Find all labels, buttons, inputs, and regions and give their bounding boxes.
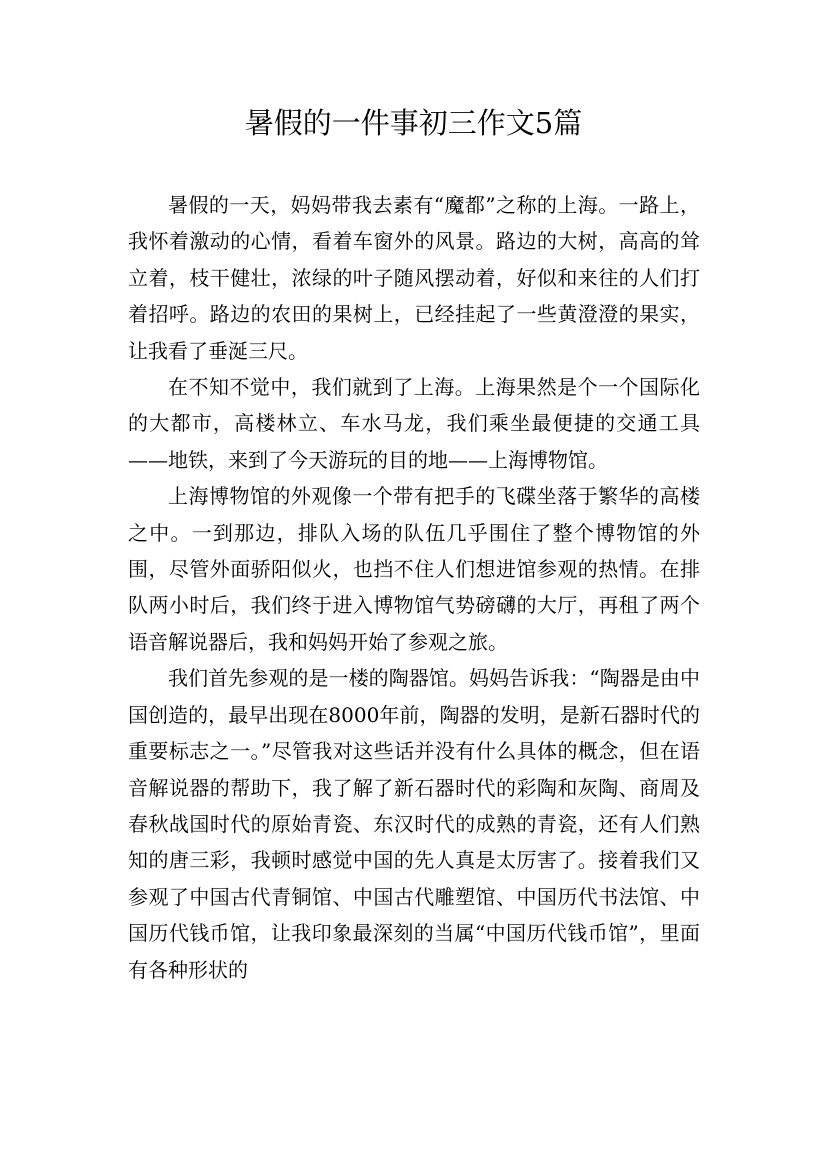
document-title: 暑假的一件事初三作文5篇: [244, 106, 583, 140]
paragraph-4: 我们首先参观的是一楼的陶器馆。妈妈告诉我：“陶器是由中国创造的，最早出现在8000年前，陶器的发明，是新石器时代的重要标志之一。”尽管我对这些话并没有什么具体的概念，但在语音解说器的帮助下，我了解了新石器时代的彩陶和灰陶、商周及春秋战国时代的原始青瓷、东汉时代的成熟的青瓷，还有人们熟知的唐三彩，我顿时感觉中国的先人真是太厉害了。接着我们又参观了中国古代青铜馆、中国古代雕塑馆、中国历代书法馆、中国历代钱币馆，让我印象最深刻的当属“中国历代钱币馆”，里面有各种形状的: [128, 666, 700, 982]
paragraph-2: 在不知不觉中，我们就到了上海。上海果然是个一个国际化的大都市，高楼林立、车水马龙，我们乘坐最便捷的交通工具——地铁，来到了今天游玩的目的地——上海博物馆。: [128, 375, 700, 472]
paragraph-3: 上海博物馆的外观像一个带有把手的飞碟坐落于繁华的高楼之中。一到那边，排队入场的队伍几乎围住了整个博物馆的外围，尽管外面骄阳似火，也挡不住人们想进馆参观的热情。在排队两小时后，我们终于进入博物馆气势磅礴的大厅，再租了两个语音解说器后，我和妈妈开始了参观之旅。: [128, 484, 700, 654]
document-body: [128, 187, 700, 988]
paragraph-1: 暑假的一天，妈妈带我去素有“魔都”之称的上海。一路上，我怀着激动的心情，看着车窗外的风景。路边的大树，高高的耸立着，枝干健壮，浓绿的叶子随风摆动着，好似和来往的人们打着招呼。路边的农田的果树上，已经挂起了一些黄澄澄的果实，让我看了垂涎三尺。: [128, 193, 700, 363]
